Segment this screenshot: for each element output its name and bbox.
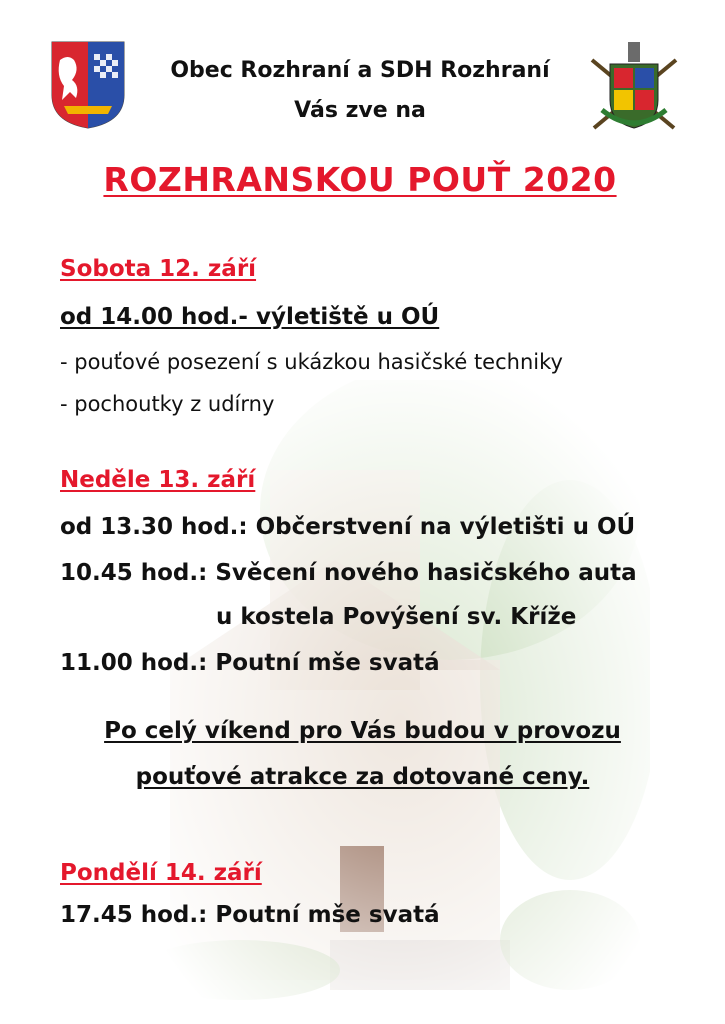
weekend-line-2: pouťové atrakce za dotované ceny. (135, 764, 590, 790)
sunday-line-4: 11.00 hod.: Poutní mše svatá (60, 650, 440, 676)
fire-brigade-emblem (584, 40, 684, 136)
monday-heading: Pondělí 14. září (60, 860, 262, 886)
saturday-heading: Sobota 12. září (60, 256, 257, 282)
sunday-line-2: 10.45 hod.: Svěcení nového hasičského auta (60, 560, 637, 586)
sunday-line-1: od 13.30 hod.: Občerstvení na výletišti u OÚ (60, 514, 636, 540)
saturday-item-2: - pochoutky z udírny (60, 392, 275, 416)
header-line-2: Vás zve na (294, 98, 426, 123)
sunday-line-3: u kostela Povýšení sv. Kříže (216, 604, 577, 630)
monday-line-1: 17.45 hod.: Poutní mše svatá (60, 902, 440, 928)
saturday-time: od 14.00 hod.- výletiště u OÚ (60, 304, 440, 330)
header-line-1: Obec Rozhraní a SDH Rozhraní (170, 58, 550, 83)
weekend-line-1: Po celý víkend pro Vás budou v provozu (104, 718, 621, 744)
sunday-heading: Neděle 13. září (60, 467, 256, 493)
municipality-coat-of-arms (50, 40, 126, 130)
event-title: ROZHRANSKOU POUŤ 2020 (103, 160, 617, 199)
saturday-item-1: - pouťové posezení s ukázkou hasičské techniky (60, 350, 563, 374)
